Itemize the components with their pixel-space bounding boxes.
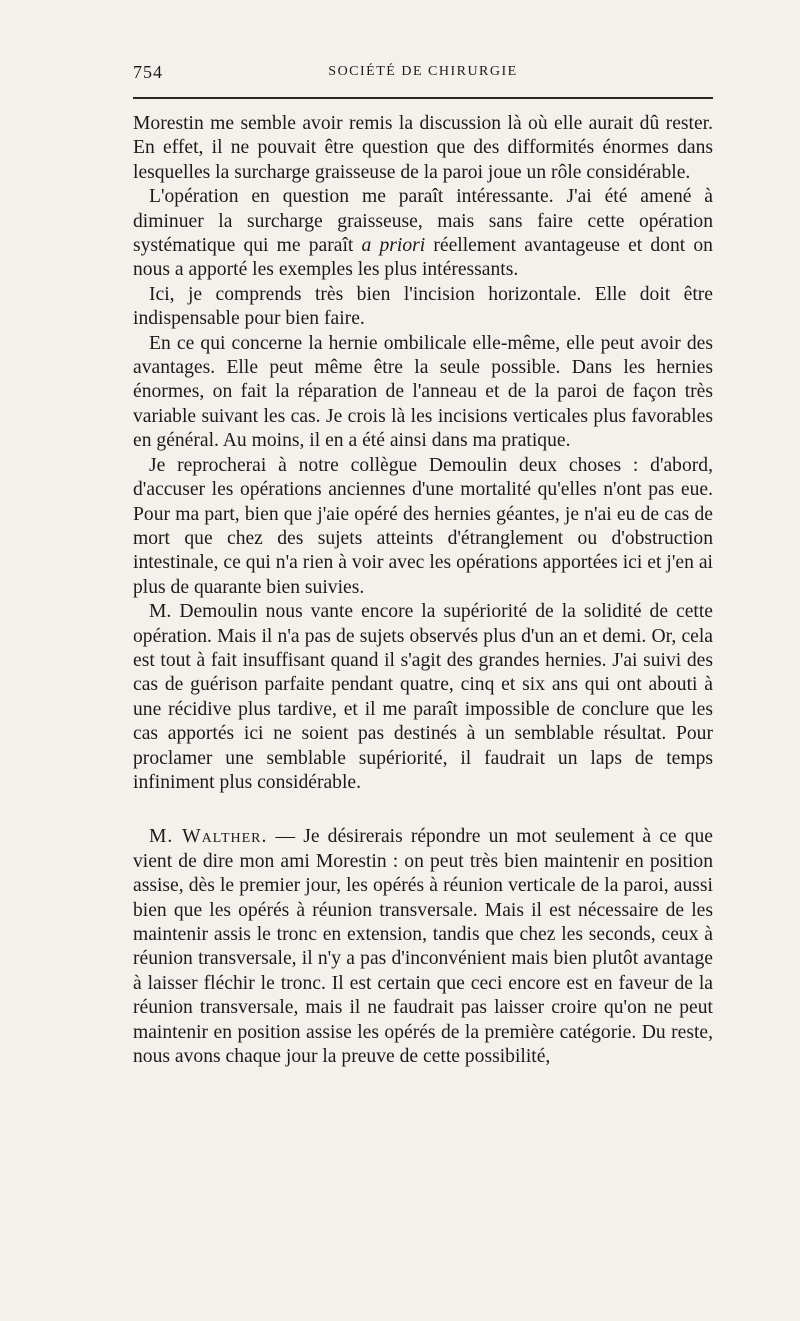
header-rule [133, 97, 713, 99]
paragraph [133, 185, 713, 283]
speaker-name: M. Walther. [149, 826, 268, 848]
paragraph: Je reprocherai à notre collègue Demoulin deux choses : d'abord, d'accuser les opérations anciennes d'une mortalité qu'elles n'ont pas eue. Pour ma part, bien que j'aie opéré des hernies géantes, je n'ai eu de cas de mort que chez des sujets atteints d'étranglement ou d'obstruction intestinale, ce qui n'a rien à voir avec les opérations apportées ici et j'en ai plus de quarante bien suivies. [133, 454, 713, 598]
paragraph: Morestin me semble avoir remis la discussion là où elle aurait dû rester. En effet, il ne pouvait être question que des difformités énormes dans lesquelles la surcharge graisseuse de la paroi joue un rôle considérable. [133, 113, 713, 183]
paragraph: M. Demoulin nous vante encore la supériorité de la solidité de cette opération. Mais il n'a pas de sujets observés plus d'un an et demi. Or, cela est tout à fait insuffisant quand il s'agit des grandes hernies. J'ai suivi des cas de guérison parfaite pendant quatre, cinq et six ans qui ont abouti à une récidive plus tardive, et il me paraît impossible de conclure que les cas apportés ici ne soient pas destinés à un semblable résultat. Pour proclamer une semblable supériorité, il faudrait un laps de temps infiniment plus considérable. [133, 601, 713, 793]
paragraph: En ce qui concerne la hernie ombilicale elle-même, elle peut avoir des avantages. Elle peut même être la seule possible. Dans les hernies énormes, on fait la réparation de l'anneau et de la paroi de façon très variable suivant les cas. Je crois là les incisions verticales plus favorables en général. Au moins, il en a été ainsi dans ma pratique. [133, 332, 713, 452]
page-number: 754 [133, 62, 163, 82]
italic-phrase: a priori [361, 235, 426, 257]
body-text [133, 112, 713, 1069]
paragraph [133, 825, 713, 1069]
paragraph-text: réellement avantageuse et dont on nous a apporté les exemples les plus intéressants. [133, 235, 713, 281]
paragraph: Ici, je comprends très bien l'incision horizontale. Elle doit être indispensable pour bien faire. [133, 283, 713, 330]
section-spacer [133, 795, 713, 825]
running-title: SOCIÉTÉ DE CHIRURGIE [328, 64, 518, 79]
paragraph-text: L'opération en question me paraît intéressante. J'ai été amené à diminuer la surcharge graisseuse, mais sans faire cette opération systématique qui me paraît [133, 186, 713, 257]
speech-text: — Je désirerais répondre un mot seulement à ce que vient de dire mon ami Morestin : on peut très bien maintenir en position assise, dès le premier jour, les opérés à réunion verticale de la paroi, aussi bien que les opérés à réunion transversale. Mais il est nécessaire de les maintenir assis le tronc en extension, tandis que chez les seconds, ceux à réunion transversale, il n'y a pas d'inconvénient mais bien plutôt avantage à laisser fléchir le tronc. Il est certain que ceci encore est en faveur de la réunion transversale, mais il ne faudrait pas laisser croire qu'on ne peut maintenir en position assise les opérés de la première catégorie. Du reste, nous avons chaque jour la preuve de cette possibilité, [133, 826, 713, 1068]
page-header [133, 58, 713, 88]
